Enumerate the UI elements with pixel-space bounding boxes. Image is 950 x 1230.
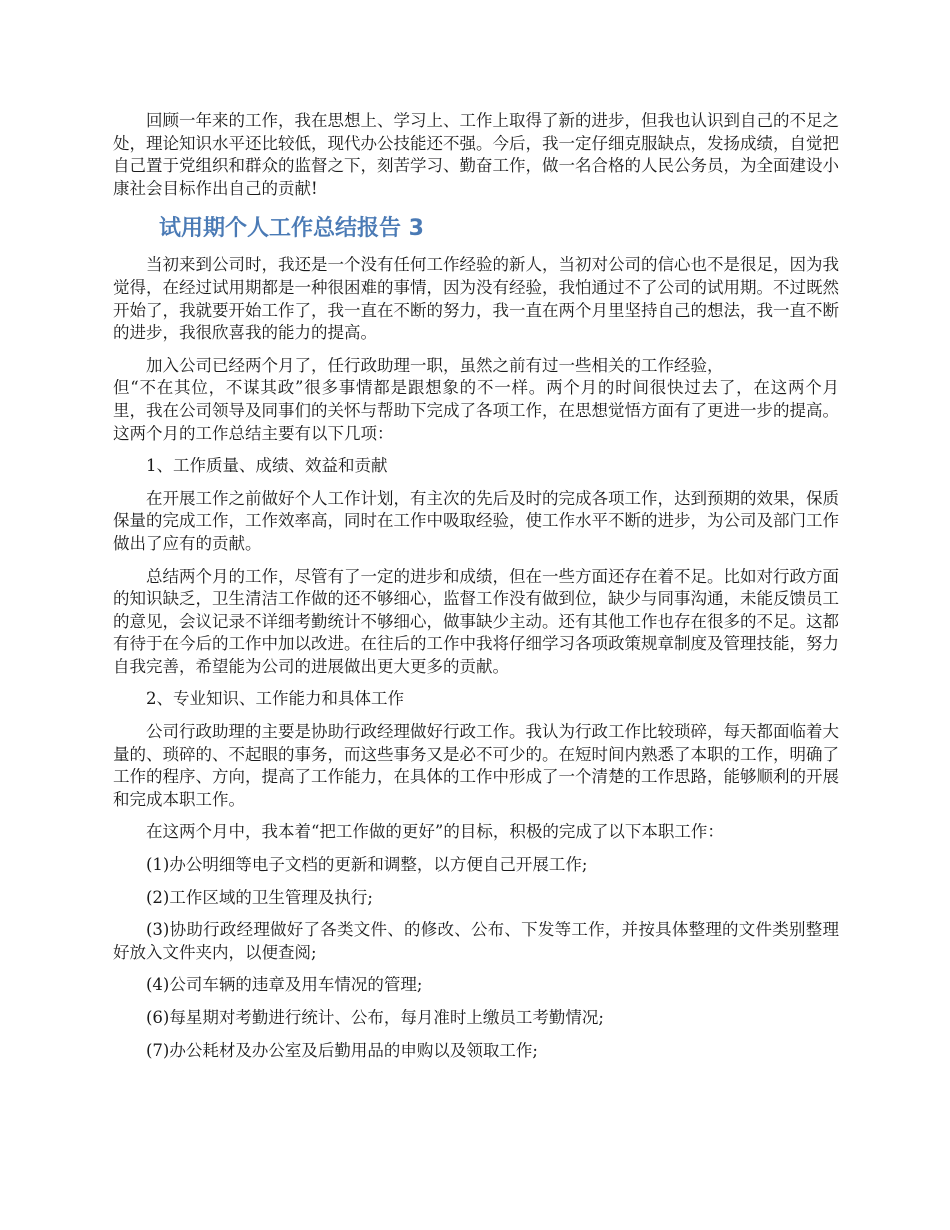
list-item: (4)公司车辆的违章及用车情况的管理; bbox=[146, 975, 423, 995]
list-item: (7)办公耗材及办公室及后勤用品的申购以及领取工作; bbox=[146, 1040, 538, 1060]
body-paragraph: 加入公司已经两个月了，任行政助理一职，虽然之前有过一些相关的工作经验， bbox=[146, 355, 724, 375]
body-paragraph: 总结两个月的工作，尽管有了一定的进步和成绩，但在一些方面还存在着不足。比如对行政方面的知识缺乏，卫生清洁工作做的还不够细心，监督工作没有做到位，缺少与同事沟通，未能反馈员工的意见，会议记录不详细考勤统计不够细心，做事缺少主动。还有其他工作也存在很多的不足。这都有待于在今后的工作中加以改进。在往后的工作中我将仔细学习各项政策规章制度及管理技能，努力自我完善，希望能为公司的进展做出更大更多的贡献。 bbox=[113, 566, 839, 676]
body-paragraph: 当初来到公司时，我还是一个没有任何工作经验的新人，当初对公司的信心也不是很足，因为我觉得，在经过试用期都是一种很困难的事情，因为没有经验，我怕通过不了公司的试用期。不过既然开始了，我就要开始工作了，我一直在不断的努力，我一直在两个月里坚持自己的想法，我一直不断的进步，我很欣喜我的能力的提高。 bbox=[113, 255, 839, 343]
section-heading-1: 1、工作质量、成绩、效益和贡献 bbox=[146, 456, 388, 476]
list-item: (3)协助行政经理做好了各类文件、的修改、公布、下发等工作，并按具体整理的文件类别整理好放入文件夹内，以便查阅; bbox=[113, 920, 839, 962]
body-paragraph: 公司行政助理的主要是协助行政经理做好行政工作。我认为行政工作比较琐碎，每天都面临着大量的、琐碎的、不起眼的事务，而这些事务又是必不可少的。在短时间内熟悉了本职的工作，明确了工作的程序、方向，提高了工作能力，在具体的工作中形成了一个清楚的工作思路，能够顺利的开展和完成本职工作。 bbox=[113, 722, 839, 809]
list-item: (1)办公明细等电子文档的更新和调整，以方便自己开展工作; bbox=[146, 855, 588, 875]
body-paragraph: 在开展工作之前做好个人工作计划，有主次的先后及时的完成各项工作，达到预期的效果，保质保量的完成工作，工作效率高，同时在工作中吸取经验，使工作水平不断的进步，为公司及部门工作做出了应有的贡献。 bbox=[113, 488, 839, 553]
intro-paragraph: 回顾一年来的工作，我在思想上、学习上、工作上取得了新的进步，但我也认识到自己的不足之处，理论知识水平还比较低，现代办公技能还不强。今后，我一定仔细克服缺点，发扬成绩，自觉把自己置于党组织和群众的监督之下，刻苦学习、勤奋工作，做一名合格的人民公务员，为全面建设小康社会目标作出自己的贡献! bbox=[113, 111, 839, 198]
list-item: (2)工作区域的卫生管理及执行; bbox=[146, 887, 373, 907]
section-heading-2: 2、专业知识、工作能力和具体工作 bbox=[146, 689, 404, 709]
body-paragraph: 在这两个月中，我本着“把工作做的更好”的目标，积极的完成了以下本职工作： bbox=[146, 822, 724, 842]
list-item: (6)每星期对考勤进行统计、公布，每月准时上缴员工考勤情况; bbox=[146, 1008, 604, 1027]
document-page bbox=[113, 110, 839, 1072]
body-paragraph: 但“不在其位，不谋其政”很多事情都是跟想象的不一样。两个月的时间很快过去了，在这两个月里，我在公司领导及同事们的关怀与帮助下完成了各项工作，在思想觉悟方面有了更进一步的提高。这两个月的工作总结主要有以下几项： bbox=[113, 378, 839, 443]
section-title: 试用期个人工作总结报告 3 bbox=[159, 216, 424, 242]
